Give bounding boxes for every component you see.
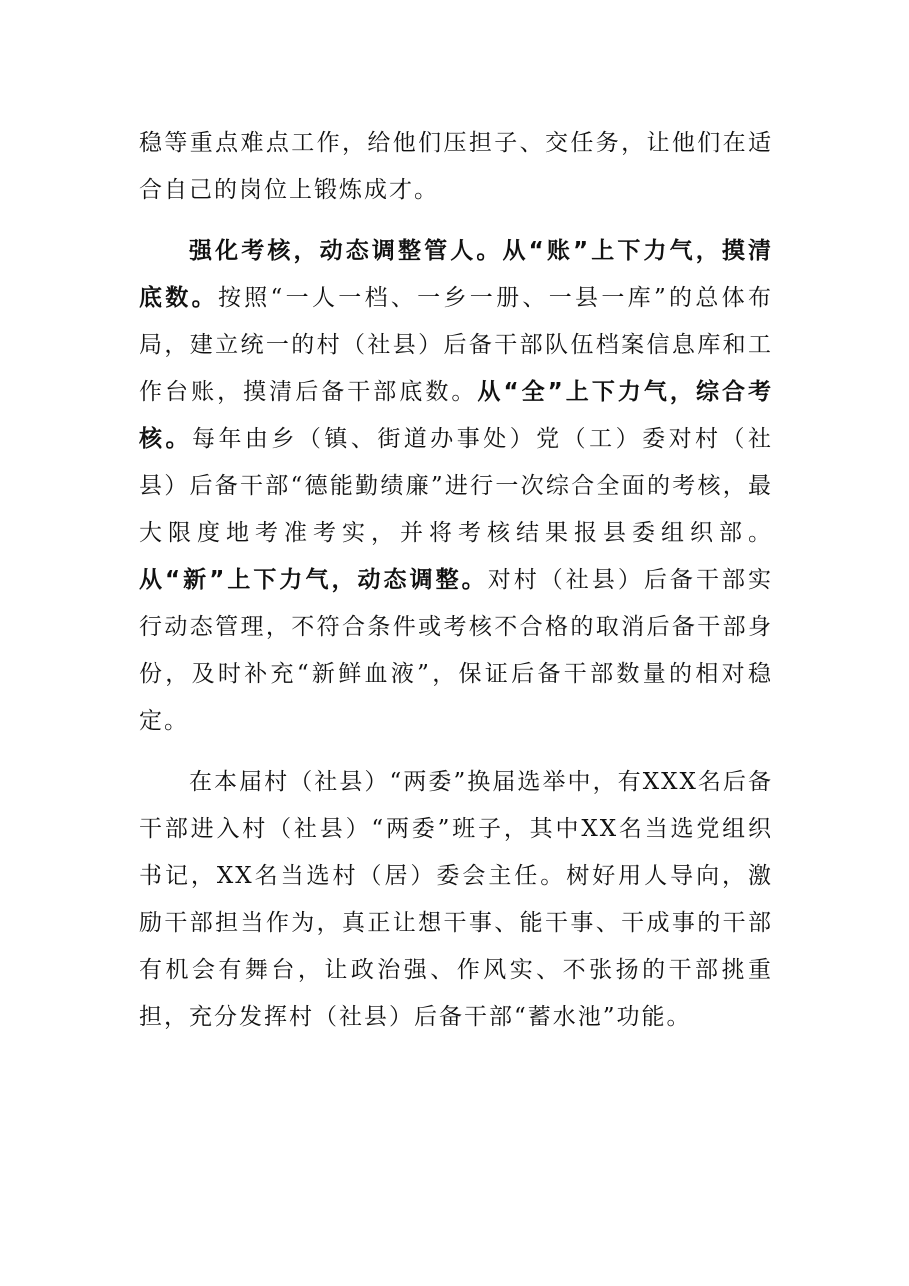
paragraph-text: 对村（社县）后备干部实行动态管理，不符合条件或考核不合格的取消后备干部身份，及时补充“新鲜血液”，保证后备干部数量的相对稳定。 [139, 567, 774, 734]
bold-heading-dynamic: 从“新”上下力气，动态调整。 [139, 567, 488, 593]
paragraph-election-results [139, 759, 773, 1041]
paragraph-text: 每年由乡（镇、街道办事处）党（工）委对村（社县）后备干部“德能勤绩廉”进行一次综合全面的考核，最大限度地考准考实，并将考核结果报县委组织部。 [139, 426, 774, 546]
bold-heading-comprehensive: 从“全”上下力气，综合考核。 [139, 379, 774, 452]
paragraph-assessment [139, 228, 773, 745]
paragraph-continuation [139, 120, 773, 214]
paragraph-text: 按照“一人一档、一乡一册、一县一库”的总体布局，建立统一的村（社县）后备干部队伍档案信息库和工作台账，摸清后备干部底数。 [139, 285, 773, 405]
paragraph-text: 在本届村（社县）“两委”换届选举中，有XXX名后备干部进入村（社县）“两委”班子，其中XX名当选党组织书记，XX名当选村（居）委会主任。树好用人导向，激励干部担当作为，真正让想干事、能干事、干成事的干部有机会有舞台，让政治强、作风实、不张扬的干部挑重担，充分发挥村（社县）后备干部“蓄水池”功能。 [139, 769, 773, 1030]
document-body [139, 120, 773, 1041]
paragraph-text: 稳等重点难点工作，给他们压担子、交任务，让他们在适合自己的岗位上锻炼成才。 [139, 130, 773, 203]
bold-heading-assessment: 强化考核，动态调整管人。从“账”上下力气，摸清底数。 [139, 238, 773, 311]
